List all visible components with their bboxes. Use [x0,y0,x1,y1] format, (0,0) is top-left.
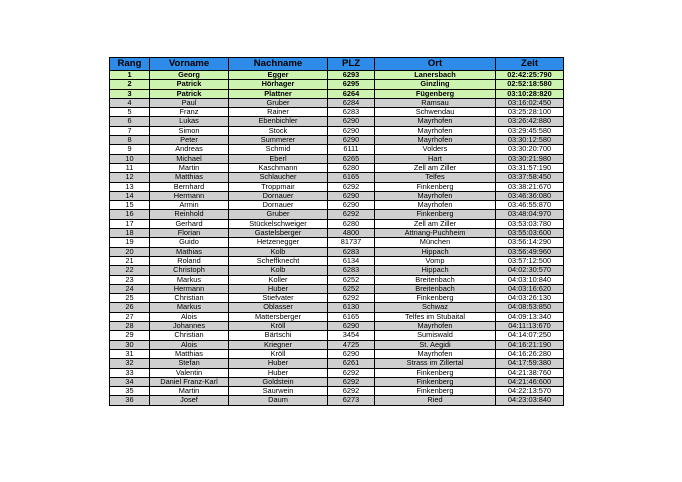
plz-cell: 6292 [328,294,375,303]
ort-cell: Schwendau [375,108,496,117]
rang-cell: 35 [110,387,150,396]
rang-cell: 26 [110,303,150,312]
ort-cell: Lanersbach [375,71,496,80]
rang-cell: 14 [110,191,150,200]
rang-cell: 31 [110,349,150,358]
zeit-cell: 04:03:16:620 [496,284,564,293]
nachname-cell: Plattner [229,89,328,98]
plz-cell: 6280 [328,163,375,172]
nachname-cell: Eberl [229,154,328,163]
ort-cell: Strass im Zillertal [375,359,496,368]
ort-cell: Mayrhofen [375,136,496,145]
table-row [110,377,564,386]
rang-cell: 3 [110,89,150,98]
table-row [110,210,564,219]
table-row [110,247,564,256]
ort-cell: Hippach [375,266,496,275]
plz-cell: 6165 [328,173,375,182]
vorname-cell: Bernhard [150,182,229,191]
vorname-cell: Michael [150,154,229,163]
ort-cell: München [375,238,496,247]
ort-cell: Zell am Ziller [375,163,496,172]
plz-cell: 6292 [328,387,375,396]
table-row [110,349,564,358]
rang-cell: 22 [110,266,150,275]
zeit-cell: 03:37:58:450 [496,173,564,182]
nachname-cell: Huber [229,284,328,293]
table-row [110,359,564,368]
plz-cell: 6283 [328,108,375,117]
ort-cell: Zell am Ziller [375,219,496,228]
zeit-cell: 03:53:03:780 [496,219,564,228]
table-row [110,173,564,182]
vorname-cell: Peter [150,136,229,145]
nachname-cell: Kaschmann [229,163,328,172]
rang-cell: 25 [110,294,150,303]
nachname-cell: Hetzenegger [229,238,328,247]
plz-cell: 6292 [328,368,375,377]
rang-cell: 10 [110,154,150,163]
rang-cell: 2 [110,80,150,89]
zeit-cell: 04:03:10:840 [496,275,564,284]
plz-cell: 6290 [328,201,375,210]
zeit-cell: 03:30:12:580 [496,136,564,145]
nachname-cell: Stock [229,126,328,135]
table-row [110,368,564,377]
vorname-cell: Markus [150,303,229,312]
rang-cell: 19 [110,238,150,247]
zeit-cell: 03:25:28:100 [496,108,564,117]
plz-cell: 6261 [328,359,375,368]
ort-cell: Finkenberg [375,368,496,377]
zeit-cell: 03:56:49:960 [496,247,564,256]
table-row [110,284,564,293]
vorname-cell: Martin [150,387,229,396]
vorname-cell: Franz [150,108,229,117]
rang-cell: 7 [110,126,150,135]
plz-cell: 6290 [328,349,375,358]
table-body [110,71,564,406]
table-row [110,256,564,265]
zeit-cell: 04:16:21:190 [496,340,564,349]
table-row [110,145,564,154]
plz-cell: 6165 [328,312,375,321]
plz-cell: 6292 [328,377,375,386]
ort-cell: Breitenbach [375,275,496,284]
vorname-cell: Josef [150,396,229,405]
table-row [110,303,564,312]
nachname-cell: Daum [229,396,328,405]
vorname-cell: Hermann [150,284,229,293]
vorname-cell: Alois [150,340,229,349]
table-row [110,136,564,145]
nachname-cell: Kolb [229,247,328,256]
zeit-cell: 04:03:26:130 [496,294,564,303]
table-row [110,89,564,98]
zeit-cell: 03:31:57:190 [496,163,564,172]
rang-cell: 23 [110,275,150,284]
zeit-cell: 04:21:46:600 [496,377,564,386]
nachname-cell: Dornauer [229,191,328,200]
plz-cell: 3454 [328,331,375,340]
rang-cell: 5 [110,108,150,117]
ort-cell: Hart [375,154,496,163]
table-row [110,108,564,117]
ort-cell: Ginzling [375,80,496,89]
zeit-cell: 04:02:30:570 [496,266,564,275]
ort-cell: Ramsau [375,98,496,107]
nachname-cell: Gastelsberger [229,229,328,238]
rang-cell: 21 [110,256,150,265]
rang-cell: 20 [110,247,150,256]
vorname-cell: Florian [150,229,229,238]
table-row [110,182,564,191]
rang-cell: 9 [110,145,150,154]
table-row [110,312,564,321]
rang-cell: 13 [110,182,150,191]
table-row [110,229,564,238]
zeit-cell: 03:30:20:700 [496,145,564,154]
rang-cell: 4 [110,98,150,107]
zeit-cell: 03:10:28:820 [496,89,564,98]
zeit-cell: 03:16:02:450 [496,98,564,107]
zeit-cell: 04:23:03:840 [496,396,564,405]
nachname-cell: Saurwein [229,387,328,396]
plz-cell: 81737 [328,238,375,247]
vorname-cell: Daniel Franz-Karl [150,377,229,386]
rang-cell: 8 [110,136,150,145]
header-zeit: Zeit [496,58,564,71]
vorname-cell: Andreas [150,145,229,154]
ort-cell: Finkenberg [375,294,496,303]
plz-cell: 6290 [328,322,375,331]
nachname-cell: Kröll [229,349,328,358]
plz-cell: 6292 [328,182,375,191]
ort-cell: Hippach [375,247,496,256]
nachname-cell: Stiefvater [229,294,328,303]
zeit-cell: 04:09:13:340 [496,312,564,321]
rang-cell: 1 [110,71,150,80]
table-row [110,238,564,247]
nachname-cell: Huber [229,359,328,368]
nachname-cell: Kolb [229,266,328,275]
plz-cell: 6290 [328,117,375,126]
rang-cell: 6 [110,117,150,126]
table-row [110,266,564,275]
table-row [110,71,564,80]
vorname-cell: Simon [150,126,229,135]
nachname-cell: Gruber [229,210,328,219]
plz-cell: 6283 [328,266,375,275]
table-row [110,126,564,135]
table-row [110,322,564,331]
table-row [110,154,564,163]
zeit-cell: 03:48:04:970 [496,210,564,219]
nachname-cell: Huber [229,368,328,377]
nachname-cell: Mattersberger [229,312,328,321]
plz-cell: 6252 [328,275,375,284]
plz-cell: 4725 [328,340,375,349]
ort-cell: Finkenberg [375,377,496,386]
ort-cell: St. Aegidi [375,340,496,349]
ort-cell: Mayrhofen [375,191,496,200]
vorname-cell: Christian [150,331,229,340]
ort-cell: Volders [375,145,496,154]
plz-cell: 6252 [328,284,375,293]
zeit-cell: 03:26:42:880 [496,117,564,126]
vorname-cell: Matthias [150,173,229,182]
rang-cell: 28 [110,322,150,331]
nachname-cell: Ebenbichler [229,117,328,126]
vorname-cell: Christoph [150,266,229,275]
plz-cell: 6283 [328,247,375,256]
results-table [109,57,564,406]
ort-cell: Schwaz [375,303,496,312]
nachname-cell: Egger [229,71,328,80]
rang-cell: 24 [110,284,150,293]
vorname-cell: Paul [150,98,229,107]
table-row [110,98,564,107]
zeit-cell: 04:21:38:760 [496,368,564,377]
zeit-cell: 03:56:14:290 [496,238,564,247]
nachname-cell: Schmid [229,145,328,154]
rang-cell: 32 [110,359,150,368]
zeit-cell: 04:11:13:670 [496,322,564,331]
nachname-cell: Hörhager [229,80,328,89]
ort-cell: Ried [375,396,496,405]
vorname-cell: Hermann [150,191,229,200]
nachname-cell: Scheffknecht [229,256,328,265]
table-row [110,163,564,172]
nachname-cell: Dornauer [229,201,328,210]
vorname-cell: Valentin [150,368,229,377]
plz-cell: 6280 [328,219,375,228]
vorname-cell: Patrick [150,89,229,98]
nachname-cell: Oblasser [229,303,328,312]
plz-cell: 6111 [328,145,375,154]
plz-cell: 6264 [328,89,375,98]
table-row [110,201,564,210]
table-row [110,387,564,396]
nachname-cell: Rainer [229,108,328,117]
table-row [110,219,564,228]
nachname-cell: Summerer [229,136,328,145]
plz-cell: 6290 [328,191,375,200]
vorname-cell: Patrick [150,80,229,89]
header-ort: Ort [375,58,496,71]
plz-cell: 4800 [328,229,375,238]
zeit-cell: 03:46:55:870 [496,201,564,210]
ort-cell: Vomp [375,256,496,265]
ort-cell: Finkenberg [375,387,496,396]
nachname-cell: Schlaucher [229,173,328,182]
rang-cell: 33 [110,368,150,377]
nachname-cell: Kröll [229,322,328,331]
table-row [110,275,564,284]
plz-cell: 6284 [328,98,375,107]
ort-cell: Mayrhofen [375,201,496,210]
vorname-cell: Mathias [150,247,229,256]
ort-cell: Finkenberg [375,210,496,219]
zeit-cell: 03:55:03:600 [496,229,564,238]
rang-cell: 15 [110,201,150,210]
zeit-cell: 03:57:12:500 [496,256,564,265]
nachname-cell: Koller [229,275,328,284]
rang-cell: 11 [110,163,150,172]
table-row [110,117,564,126]
vorname-cell: Markus [150,275,229,284]
zeit-cell: 04:16:26:280 [496,349,564,358]
vorname-cell: Christian [150,294,229,303]
header-row [110,58,564,71]
vorname-cell: Lukas [150,117,229,126]
header-rang: Rang [110,58,150,71]
table-row [110,396,564,405]
vorname-cell: Matthias [150,349,229,358]
ort-cell: Telfes [375,173,496,182]
plz-cell: 6134 [328,256,375,265]
zeit-cell: 04:17:59:380 [496,359,564,368]
ort-cell: Telfes im Stubaital [375,312,496,321]
nachname-cell: Gruber [229,98,328,107]
zeit-cell: 02:52:18:580 [496,80,564,89]
zeit-cell: 02:42:25:790 [496,71,564,80]
ort-cell: Mayrhofen [375,126,496,135]
rang-cell: 18 [110,229,150,238]
vorname-cell: Reinhold [150,210,229,219]
plz-cell: 6295 [328,80,375,89]
vorname-cell: Gerhard [150,219,229,228]
table-row [110,331,564,340]
zeit-cell: 04:22:13:570 [496,387,564,396]
ort-cell: Fügenberg [375,89,496,98]
ort-cell: Finkenberg [375,182,496,191]
rang-cell: 29 [110,331,150,340]
zeit-cell: 03:29:45:580 [496,126,564,135]
rang-cell: 17 [110,219,150,228]
ort-cell: Mayrhofen [375,322,496,331]
zeit-cell: 03:46:36:080 [496,191,564,200]
plz-cell: 6292 [328,210,375,219]
vorname-cell: Roland [150,256,229,265]
nachname-cell: Stückelschweiger [229,219,328,228]
plz-cell: 6290 [328,126,375,135]
plz-cell: 6130 [328,303,375,312]
zeit-cell: 03:30:21:980 [496,154,564,163]
nachname-cell: Goldstein [229,377,328,386]
plz-cell: 6290 [328,136,375,145]
vorname-cell: Alois [150,312,229,321]
nachname-cell: Troppmair [229,182,328,191]
nachname-cell: Kriegner [229,340,328,349]
plz-cell: 6273 [328,396,375,405]
header-plz: PLZ [328,58,375,71]
rang-cell: 12 [110,173,150,182]
vorname-cell: Armin [150,201,229,210]
zeit-cell: 03:38:21:670 [496,182,564,191]
zeit-cell: 04:14:07:250 [496,331,564,340]
rang-cell: 34 [110,377,150,386]
ort-cell: Mayrhofen [375,117,496,126]
header-nachname: Nachname [229,58,328,71]
vorname-cell: Stefan [150,359,229,368]
table-row [110,191,564,200]
rang-cell: 27 [110,312,150,321]
table-row [110,294,564,303]
rang-cell: 16 [110,210,150,219]
vorname-cell: Georg [150,71,229,80]
ort-cell: Mayrhofen [375,349,496,358]
table-row [110,80,564,89]
rang-cell: 36 [110,396,150,405]
plz-cell: 6293 [328,71,375,80]
vorname-cell: Guido [150,238,229,247]
ort-cell: Breitenbach [375,284,496,293]
zeit-cell: 04:08:53:850 [496,303,564,312]
vorname-cell: Martin [150,163,229,172]
ort-cell: Sumiswald [375,331,496,340]
vorname-cell: Johannes [150,322,229,331]
header-vorname: Vorname [150,58,229,71]
plz-cell: 6265 [328,154,375,163]
ort-cell: Attnang-Puchheim [375,229,496,238]
nachname-cell: Bärtschi [229,331,328,340]
table-row [110,340,564,349]
rang-cell: 30 [110,340,150,349]
